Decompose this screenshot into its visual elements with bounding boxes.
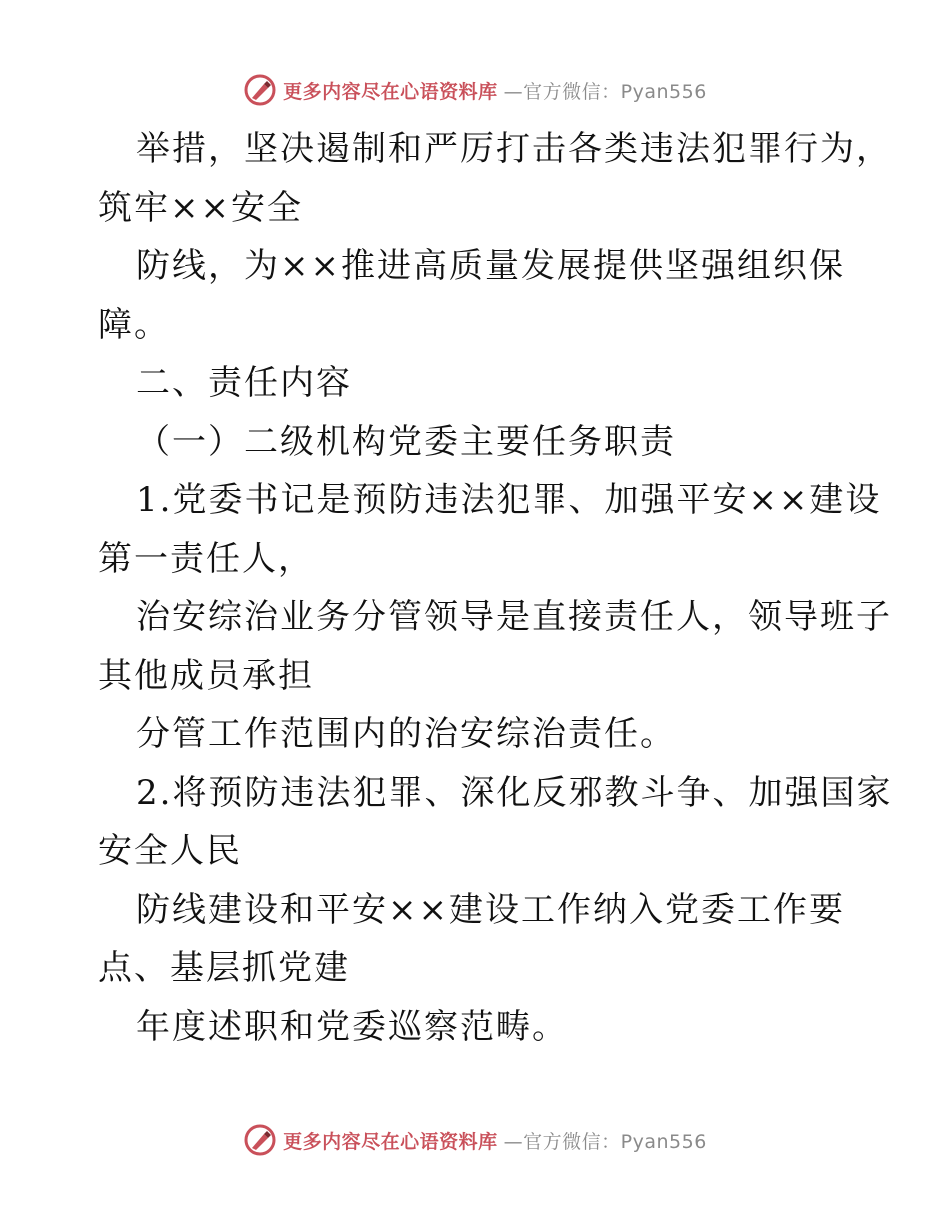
body-line-3: 防线，为××推进高质量发展提供坚强组织保	[136, 246, 845, 286]
body-line-4: 障。	[98, 304, 170, 345]
footer-banner-brand: 更多内容尽在心语资料库	[283, 1130, 498, 1153]
body-line-1: 举措，坚决遏制和严厉打击各类违法犯罪行为，	[136, 129, 892, 169]
subsection-heading: （一）二级机构党委主要任务职责	[136, 421, 676, 462]
body-line-15: 点、基层抓党建	[98, 948, 350, 988]
header-banner-brand: 更多内容尽在心语资料库	[283, 80, 498, 103]
body-line-12: 2.将预防违法犯罪、深化反邪教斗争、加强国家	[136, 772, 893, 813]
body-line-2: 筑牢××安全	[98, 187, 303, 228]
body-line-7: 1.党委书记是预防违法犯罪、加强平安××建设	[136, 480, 882, 520]
body-line-13: 安全人民	[98, 831, 242, 871]
body-line-16: 年度述职和党委巡察范畴。	[136, 1006, 568, 1047]
footer-banner-contact: —官方微信：Pyan556	[503, 1130, 707, 1153]
body-line-9: 治安综治业务分管领导是直接责任人，领导班子	[136, 597, 892, 637]
pen-logo-icon	[243, 73, 277, 107]
document-body	[98, 120, 893, 1056]
body-line-14: 防线建设和平安××建设工作纳入党委工作要	[136, 889, 845, 930]
body-line-8: 第一责任人，	[98, 538, 314, 579]
section-heading: 二、责任内容	[136, 363, 352, 403]
header-banner-contact: —官方微信：Pyan556	[503, 80, 707, 103]
body-line-11: 分管工作范围内的治安综治责任。	[136, 714, 676, 754]
header-watermark-banner	[0, 70, 950, 110]
footer-watermark-banner	[0, 1120, 950, 1160]
pen-logo-icon	[243, 1123, 277, 1157]
body-line-10: 其他成员承担	[98, 655, 314, 696]
